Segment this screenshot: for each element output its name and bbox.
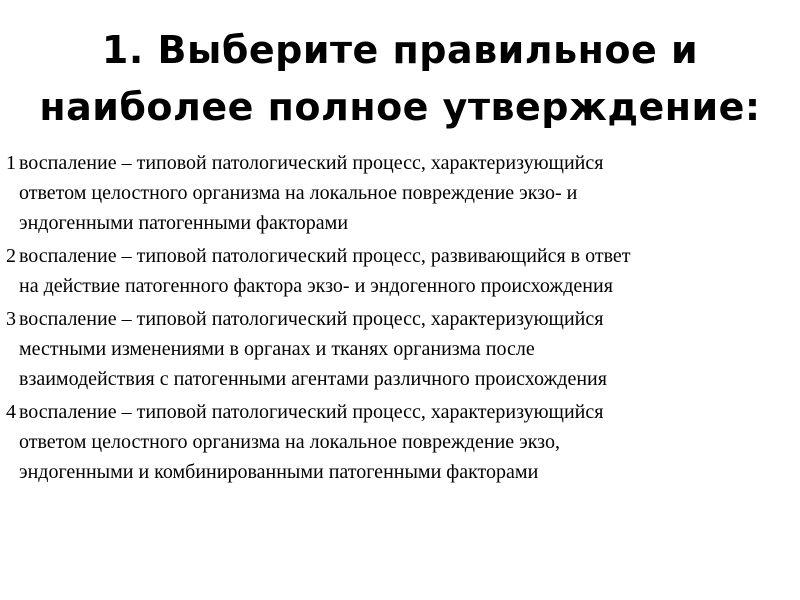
option-number: 4 — [6, 401, 16, 423]
answer-option-4 — [6, 397, 796, 487]
option-number: 2 — [6, 245, 16, 267]
answer-options-list — [6, 148, 796, 490]
option-text-line: воспаление – типовой патологический процесс, характеризующийся — [19, 152, 604, 174]
option-number: 1 — [6, 152, 16, 174]
option-text — [19, 304, 796, 394]
option-text-line: эндогенными патогенными факторами — [19, 212, 349, 234]
option-text — [19, 148, 796, 238]
option-text-line: воспаление – типовой патологический процесс, развивающийся в ответ — [19, 245, 631, 267]
option-text-line: ответом целостного организма на локальное повреждение экзо- и — [19, 182, 578, 204]
option-text — [19, 241, 796, 301]
slide-title — [0, 22, 800, 136]
answer-option-2 — [6, 241, 796, 301]
option-text-line: воспаление – типовой патологический процесс, характеризующийся — [19, 401, 604, 423]
answer-option-3 — [6, 304, 796, 394]
option-text-line: эндогенными и комбинированными патогенными факторами — [19, 461, 539, 483]
option-text — [19, 397, 796, 487]
option-text-line: взаимодействия с патогенными агентами различного происхождения — [19, 368, 607, 390]
option-text-line: местными изменениями в органах и тканях организма после — [19, 338, 535, 360]
option-number: 3 — [6, 308, 16, 330]
option-text-line: воспаление – типовой патологический процесс, характеризующийся — [19, 308, 604, 330]
title-line: наиболее полное утверждение: — [39, 85, 761, 129]
title-line: 1. Выберите правильное и — [101, 28, 699, 72]
option-text-line: на действие патогенного фактора экзо- и эндогенного происхождения — [19, 275, 613, 297]
option-text-line: ответом целостного организма на локальное повреждение экзо, — [19, 431, 560, 453]
answer-option-1 — [6, 148, 796, 238]
